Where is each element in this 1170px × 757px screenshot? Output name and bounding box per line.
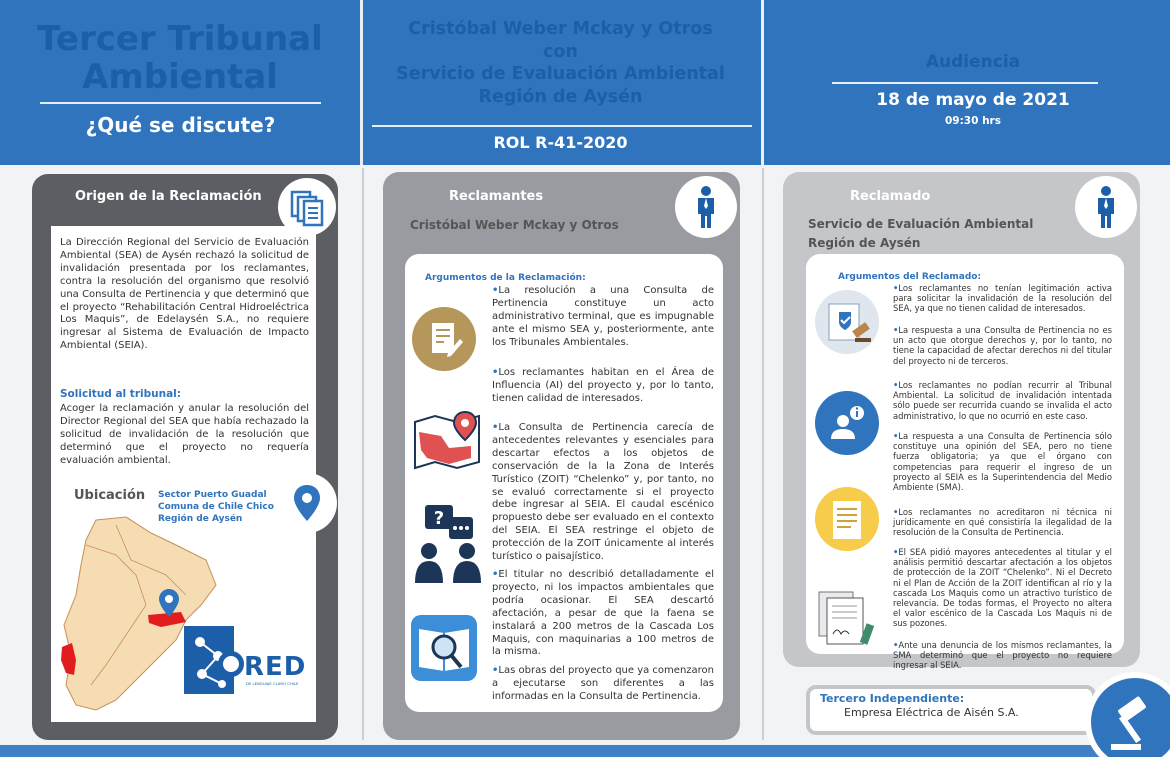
respondent-title: Reclamado (850, 189, 931, 204)
red-logo-text: RED (244, 652, 307, 682)
audience-label: Audiencia (925, 52, 1021, 72)
third-party-title: Tercero Independiente: (820, 692, 965, 705)
question-people-icon (411, 503, 487, 585)
person-info-icon (815, 391, 879, 455)
subtitle: ¿Qué se discute? (85, 113, 276, 137)
location-pin-icon (277, 473, 337, 533)
request-title: Solicitud al tribunal: (60, 388, 181, 400)
respondent-arg: •El SEA pidió mayores antecedentes al titular y el análisis permitió descartar afectación a los objetos de protección de la ZOIT “Chelenko”. Ni el Decreto ni el Plan de Acción de la ZOIT identifican al río y la cascada Los Maquis como un atractivo turístico de relevancia. De todas formas, el Proyecto no altera el valor escénico de la Cascada Los Maquis ni de sus pozones. (893, 547, 1112, 629)
third-party-name: Empresa Eléctrica de Aisén S.A. (844, 706, 1019, 719)
location-title: Ubicación (74, 488, 146, 503)
gavel-icon (1085, 672, 1170, 757)
case-title (366, 18, 755, 108)
claimants-arg: •Las obras del proyecto que ya comenzaron a ejecutarse son diferentes a las informadas en la Consulta de Pertinencia. (492, 665, 715, 702)
respondent-args-title: Argumentos del Reclamado: (838, 272, 982, 282)
case-line1: Cristóbal Weber Mckay y Otros (408, 19, 713, 39)
request-text: Acoger la reclamación y anular la resolución del Director Regional del SEA que había rechazado la solicitud de invalidación de la resolución que determinó que el proyecto no requería evaluación ambiental. (60, 403, 309, 466)
form-pen-icon (412, 307, 476, 371)
location-line1: Sector Puerto Guadal (158, 490, 267, 500)
title-rule (40, 102, 321, 104)
person-icon (675, 176, 737, 238)
claimants-title: Reclamantes (449, 189, 544, 204)
case-line2: con (543, 41, 578, 62)
red-logo-sub: DE LENGUAJE CLARO CHILE (246, 681, 299, 686)
location-line3: Región de Aysén (158, 514, 243, 524)
tribunal-title-line2: Ambiental (82, 57, 278, 97)
map-pin-icon (413, 410, 485, 472)
respondent-arg: •Los reclamantes no tenían legitimación activa para solicitar la invalidación de la resolución del SEA, ya que no tienen calidad de interesados. (893, 283, 1112, 314)
claimants-arg: •El titular no describió detalladamente el proyecto, ni los impactos ambientales que podría ocasionar. El SEA descartó afectación, a pesar de que la faena se instalará a 200 metros de la Cascada Los Maquis, con maquinarias a 100 metros de la misma. (492, 569, 714, 658)
tribunal-title (18, 20, 342, 96)
header-separator (761, 0, 764, 165)
respondent-subtitle-line1: Servicio de Evaluación Ambiental (808, 217, 1034, 231)
case-line3: Servicio de Evaluación Ambiental (396, 64, 725, 84)
claimants-arg: •Los reclamantes habitan en el Área de Influencia (AI) del proyecto y, por lo tanto, tienen calidad de interesados. (492, 367, 714, 404)
hearing-date: 18 de mayo de 2021 (876, 90, 1070, 110)
respondent-arg: •Los reclamantes no podían recurrir al Tribunal Ambiental. La solicitud de invalidación intentada sólo puede ser recurrida cuando se invalida el acto administrativo, lo que no ocurrió en este caso. (893, 380, 1112, 421)
rol-number: ROL R-41-2020 (493, 133, 628, 152)
shield-certificate-icon (815, 290, 879, 354)
signed-documents-icon (815, 586, 883, 652)
claimants-args-title: Argumentos de la Reclamación: (425, 273, 586, 283)
location-line2: Comuna de Chile Chico (158, 502, 274, 512)
header-separator (360, 0, 363, 165)
case-line4: Región de Aysén (478, 86, 643, 107)
documents-icon (278, 178, 336, 236)
svg-text:?: ? (433, 508, 445, 529)
respondent-subtitle (808, 215, 1033, 253)
magnifier-book-icon (411, 615, 477, 681)
map-marker-icon (158, 588, 180, 618)
claimants-arg: •La Consulta de Pertinencia carecía de antecedentes relevantes y esenciales para descartar efectos a los objetos de conservación de la la Zona de Interés Turístico (ZOIT) “Chelenko” y, por tanto, no se evaluó correctamente si el proyecto debe ingresar al SEIA. El caudal escénico propuesto debe ser evaluado en el contexto del SEIA. El SEA restringe el objeto de protección de la ZOIT únicamente al interés turístico o paisajístico. (492, 422, 714, 563)
person-icon (1075, 176, 1137, 238)
hearing-time: 09:30 hrs (945, 115, 1001, 127)
respondent-arg: •Ante una denuncia de los mismos reclamantes, la SMA determinó que el proyecto no requiere ingresar al SEIA. (893, 640, 1112, 671)
column-separator (762, 168, 764, 740)
audience-rule (832, 82, 1098, 84)
red-logo-circle (218, 651, 244, 677)
claimants-subtitle: Cristóbal Weber Mckay y Otros (410, 218, 619, 232)
respondent-arg: •Los reclamantes no acreditaron ni técnica ni jurídicamente en qué consistiría la ilegalidad de la resolución de la Consulta de Pertinencia. (893, 507, 1112, 538)
origin-text: La Dirección Regional del Servicio de Evaluación Ambiental (SEA) de Aysén rechazó la solicitud de invalidación presentada por los reclamantes, contra la resolución del organismo que resolvió una Consulta de Pertinencia y que determinó que el proyecto “Rehabilitación Central Hidroeléctrica Los Maquis”, de Edelaysén S.A., no requiere ingresar al Sistema de Evaluación de Impacto Ambiental (SEIA). (60, 237, 309, 352)
origin-title: Origen de la Reclamación (75, 189, 262, 204)
claimants-arg: •La resolución a una Consulta de Pertinencia constituye un acto administrativo terminal, que es impugnable ante el mismo SEA y, posteriormente, ante los Tribunales Ambientales. (492, 285, 714, 348)
respondent-subtitle-line2: Región de Aysén (808, 236, 921, 250)
respondent-arg: •La respuesta a una Consulta de Pertinencia no es un acto que otorgue derechos y, por lo tanto, no tiene la capacidad de afectar derechos ni del titular del proyecto ni de terceros. (893, 325, 1112, 366)
respondent-arg: •La respuesta a una Consulta de Pertinencia sólo constituye una opinión del SEA, pero no tiene fuerza obligatoria; ya que el órgano con competencias para requerir el ingreso de un proyecto al SEIA es la Superintendencia del Medio Ambiente (SMA). (893, 431, 1112, 493)
notes-icon (815, 487, 879, 551)
tribunal-title-line1: Tercer Tribunal (37, 19, 323, 59)
case-rule (372, 125, 752, 127)
column-separator (362, 168, 364, 740)
